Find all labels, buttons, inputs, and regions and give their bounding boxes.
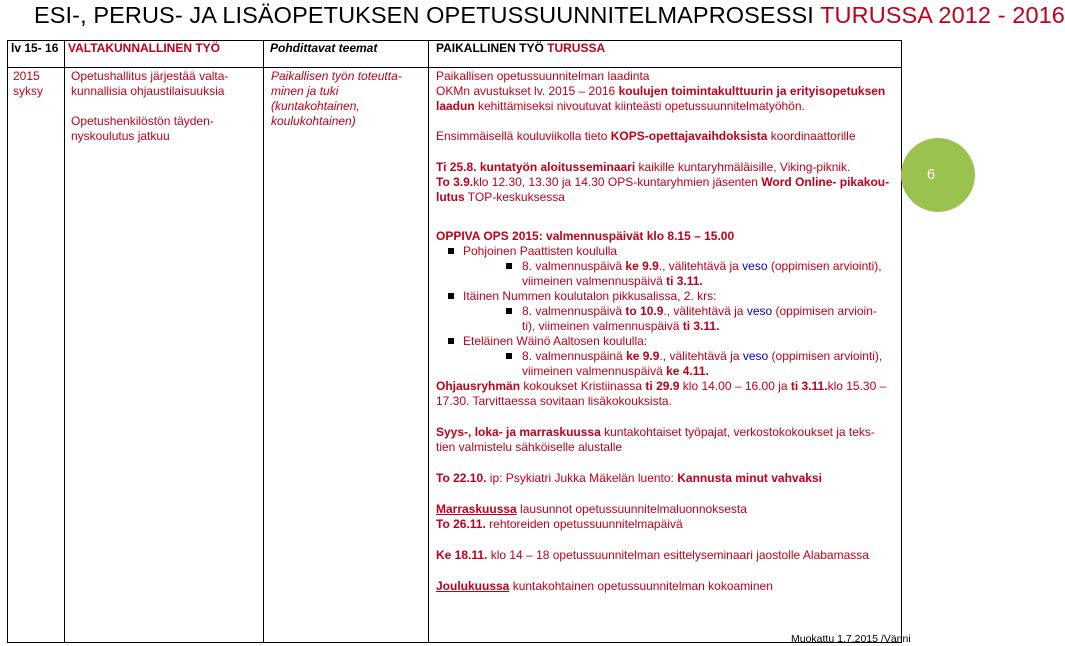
local-text: Syys-, loka- ja marraskuussa kuntakohtaiset työpajat, verkostokokoukset ja teks-	[436, 425, 875, 439]
local-text: To 22.10. ip: Psykiatri Jukka Mäkelän luento: Kannusta minut vahvaksi	[436, 471, 822, 485]
list-item: 8. valmennuspäivä to 10.9., välitehtävä ja veso (oppimisen arvioin-	[436, 304, 901, 319]
local-text: OKMn avustukset lv. 2015 – 2016 koulujen toimintakulttuurin ja erityisopetuksen	[436, 84, 886, 98]
list-item: 8. valmennuspäinä ke 9.9., välitehtävä ja veso (oppimisen arviointi),	[436, 349, 901, 364]
period-cell	[8, 68, 65, 643]
theme-text: minen ja tuki	[271, 84, 339, 98]
local-text: Ensimmäisellä kouluviikolla tieto KOPS-opettajavaihdoksista koordinaattorille	[436, 129, 856, 143]
local-text: Ke 18.11. klo 14 – 18 opetussuunnitelman esittelyseminaari jaostolle Alabamassa	[436, 548, 869, 562]
table-row	[8, 68, 902, 643]
local-text: To 26.11. rehtoreiden opetussuunnitelmapäivä	[436, 517, 683, 531]
local-text: tien valmistelu sähköiselle alustalle	[436, 440, 623, 454]
local-text: lutus TOP-keskuksessa	[436, 190, 565, 204]
header-themes: Pohdittavat teemat	[264, 41, 429, 68]
local-text: Ti 25.8. kuntatyön aloitusseminaari kaikille kuntaryhmäläisille, Viking-piknik.	[436, 160, 851, 174]
list-item: Itäinen Nummen koulutalon pikkusalissa, 2. krs:	[436, 289, 901, 304]
list-item: 8. valmennuspäivä ke 9.9., välitehtävä ja veso (oppimisen arviointi),	[436, 259, 901, 274]
list-item: viimeinen valmennuspäivä ke 4.11.	[522, 364, 709, 378]
local-text: 17.30. Tarvittaessa sovitaan lisäkokouksista.	[436, 394, 672, 408]
theme-text: koulukohtainen)	[271, 114, 356, 128]
page-number-badge: 6	[901, 138, 975, 212]
national-text: kunnallisia ohjaustilaisuuksia	[71, 84, 225, 98]
theme-text: (kuntakohtainen,	[271, 99, 360, 113]
national-text: Opetushenkilöstön täyden-	[71, 114, 214, 128]
local-work-cell	[429, 68, 902, 643]
schedule-table	[7, 40, 902, 643]
local-text: Paikallisen opetussuunnitelman laadinta	[436, 69, 650, 83]
header-national-work: VALTAKUNNALLINEN TYÖ	[65, 41, 264, 68]
local-text: To 3.9.klo 12.30, 13.30 ja 14.30 OPS-kuntaryhmien jäsenten Word Online- pikakou-	[436, 175, 890, 189]
local-text: Marraskuussa lausunnot opetussuunnitelmaluonnoksesta	[436, 502, 747, 516]
list-item: Eteläinen Wäinö Aaltosen koululla:	[436, 334, 901, 349]
page-title: ESI-, PERUS- JA LISÄOPETUKSEN OPETUSSUUNNITELMAPROSESSI TURUSSA 2012 - 2016	[34, 2, 1065, 28]
local-text: Joulukuussa kuntakohtainen opetussuunnitelman kokoaminen	[436, 579, 773, 593]
season-label: syksy	[13, 84, 43, 98]
year-label: 2015	[13, 69, 40, 83]
national-text: Opetushallitus järjestää valta-	[71, 69, 229, 83]
list-item: ti), viimeinen valmennuspäivä ti 3.11.	[522, 319, 720, 333]
themes-cell	[264, 68, 429, 643]
header-local-work: PAIKALLINEN TYÖ TURUSSA	[429, 41, 902, 68]
national-text: nyskoulutus jatkuu	[71, 129, 170, 143]
modified-footer: Muokattu 1.7.2015 /Vänni	[791, 633, 911, 645]
national-work-cell	[65, 68, 264, 643]
header-period: lv 15- 16	[8, 41, 65, 68]
theme-text: Paikallisen työn toteutta-	[271, 69, 402, 83]
table-header-row	[8, 41, 902, 68]
local-text: Ohjausryhmän kokoukset Kristiinassa ti 29.9 klo 14.00 – 16.00 ja ti 3.11.klo 15.30 –	[436, 379, 887, 393]
list-item: viimeinen valmennuspäivä ti 3.11.	[522, 274, 703, 288]
local-text: OPPIVA OPS 2015: valmennuspäivät klo 8.15 – 15.00	[436, 229, 735, 243]
local-text: laadun kehittämiseksi nivoutuvat kiinteästi opetussuunnitelmatyöhön.	[436, 99, 805, 113]
list-item: Pohjoinen Paattisten koululla	[436, 244, 901, 259]
